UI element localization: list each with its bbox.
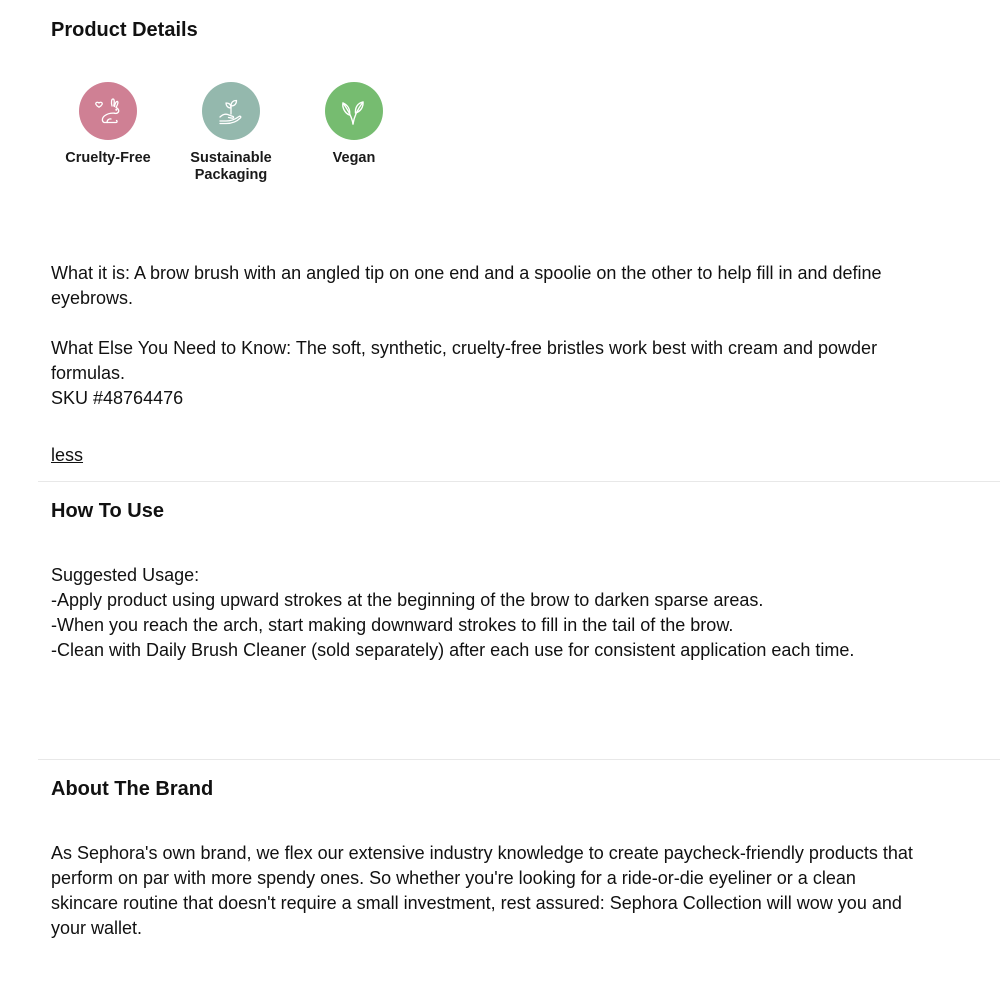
- what-else-text: What Else You Need to Know: The soft, synthetic, cruelty-free bristles work best with cream and powder formulas.: [51, 338, 878, 383]
- how-to-use-text: [51, 563, 931, 663]
- badge-label-line2: Packaging: [194, 167, 268, 183]
- about-brand-text: As Sephora's own brand, we flex our extensive industry knowledge to create paycheck-friendly products that perform on par with more spendy ones. So whether you're looking for a ride-or-die eyeliner or a clean skincare routine that doesn't require a small investment, rest assured: Sephora Collection will wow you and your wallet.: [51, 843, 913, 938]
- usage-line: -When you reach the arch, start making downward strokes to fill in the tail of the brow.: [51, 615, 734, 635]
- what-it-is-text: What it is: A brow brush with an angled tip on one end and a spoolie on the other to help fill in and define eyebrows.: [51, 263, 882, 308]
- badge-label: Vegan: [332, 150, 376, 166]
- product-details-title: Product Details: [51, 19, 198, 41]
- about-brand-title: About The Brand: [51, 778, 214, 800]
- badge-sustainable-packaging: [174, 82, 288, 184]
- how-to-use-title: How To Use: [51, 500, 164, 522]
- usage-line: Suggested Usage:: [51, 565, 200, 585]
- usage-line: -Clean with Daily Brush Cleaner (sold separately) after each use for consistent application each time.: [51, 640, 855, 660]
- badge-vegan: [297, 82, 411, 167]
- sku-text: SKU #48764476: [51, 388, 184, 408]
- badge-cruelty-free: [51, 82, 165, 167]
- badge-label: Cruelty-Free: [65, 150, 151, 166]
- badge-label: [174, 150, 288, 184]
- section-divider: [38, 759, 1000, 760]
- section-divider: [38, 481, 1000, 482]
- sprout-hand-icon: [202, 82, 260, 140]
- leaf-icon: [325, 82, 383, 140]
- less-link[interactable]: less: [51, 445, 84, 465]
- bunny-heart-icon: [79, 82, 137, 140]
- usage-line: -Apply product using upward strokes at the beginning of the brow to darken sparse areas.: [51, 590, 764, 610]
- badge-label-line1: Sustainable: [190, 150, 272, 166]
